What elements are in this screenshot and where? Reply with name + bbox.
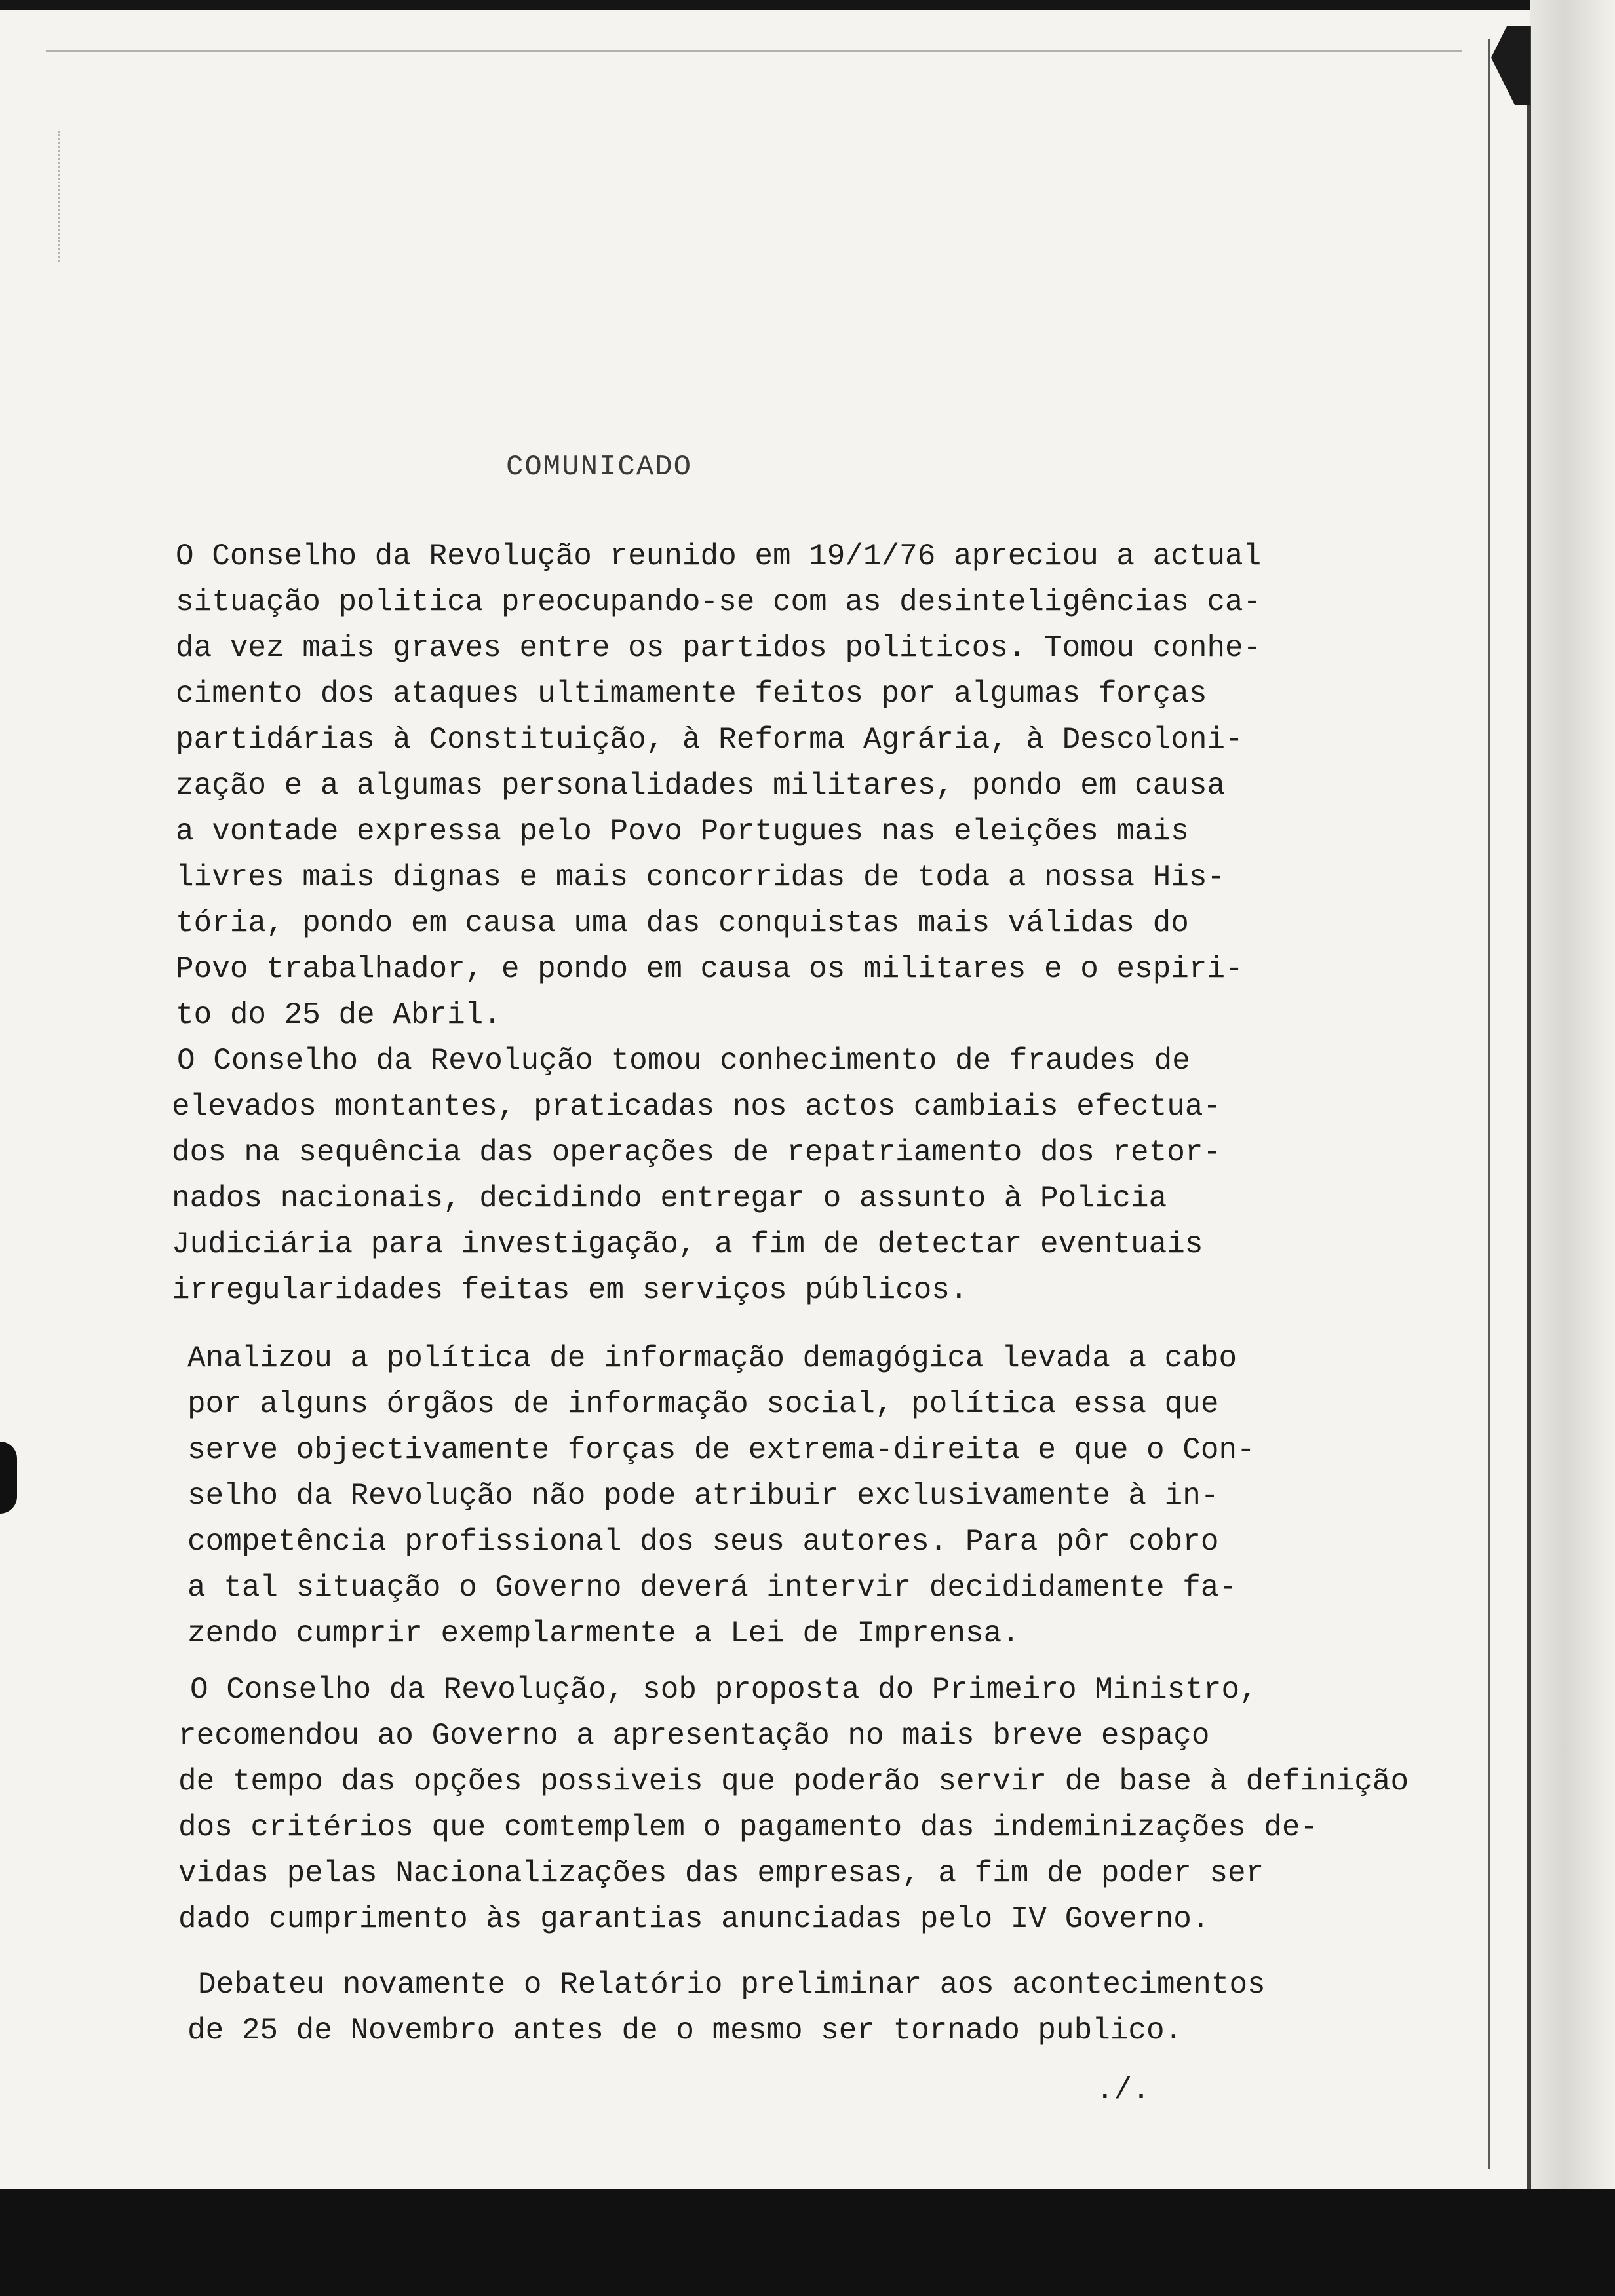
scan-corner-mark <box>1491 26 1530 105</box>
text-line: livres mais dignas e mais concorridas de toda a nossa His- <box>176 860 1226 894</box>
text-line: de 25 de Novembro antes de o mesmo ser tornado publico. <box>187 2014 1183 2048</box>
text-line: dado cumprimento às garantias anunciadas pelo IV Governo. <box>178 1902 1210 1936</box>
text-line: zendo cumprir exemplarmente a Lei de Imprensa. <box>187 1617 1020 1651</box>
scan-left-mark <box>0 1442 17 1514</box>
scan-right-edge <box>1530 0 1615 2296</box>
text-line: Povo trabalhador, e pondo em causa os militares e o espiri- <box>176 952 1243 986</box>
scan-fold-line-outer <box>1527 26 1531 2189</box>
text-line: to do 25 de Abril. <box>176 998 501 1032</box>
text-line: tória, pondo em causa uma das conquistas mais válidas do <box>176 906 1189 940</box>
text-line: cimento dos ataques ultimamente feitos por algumas forças <box>176 677 1207 711</box>
text-line: por alguns órgãos de informação social, política essa que <box>187 1387 1219 1421</box>
text-line: nados nacionais, decidindo entregar o assunto à Policia <box>172 1181 1167 1215</box>
scan-left-ticks <box>58 131 62 262</box>
text-line: O Conselho da Revolução reunido em 19/1/76 apreciou a actual <box>176 539 1262 573</box>
text-line: serve objectivamente forças de extrema-direita e que o Con- <box>187 1433 1255 1467</box>
text-line: dos critérios que comtemplem o pagamento das indeminizações de- <box>178 1810 1319 1845</box>
scan-bottom-border <box>0 2189 1615 2296</box>
continuation-mark: ./. <box>1096 2073 1150 2107</box>
text-line: Debateu novamente o Relatório preliminar aos acontecimentos <box>198 1968 1266 2002</box>
text-line: selho da Revolução não pode atribuir exclusivamente à in- <box>187 1479 1219 1513</box>
text-line: elevados montantes, praticadas nos actos cambiais efectua- <box>172 1090 1222 1124</box>
text-line: de tempo das opções possiveis que poderão servir de base à definição <box>178 1765 1409 1799</box>
scan-top-border <box>0 0 1615 10</box>
text-line: O Conselho da Revolução, sob proposta do Primeiro Ministro, <box>190 1673 1258 1707</box>
text-line: zação e a algumas personalidades militares, pondo em causa <box>176 769 1226 803</box>
text-line: vidas pelas Nacionalizações das empresas, a fim de poder ser <box>178 1856 1264 1890</box>
text-line: dos na sequência das operações de repatriamento dos retor- <box>172 1136 1222 1170</box>
text-line: Analizou a política de informação demagógica levada a cabo <box>187 1341 1237 1375</box>
text-line: O Conselho da Revolução tomou conhecimento de fraudes de <box>177 1044 1190 1078</box>
text-line: situação politica preocupando-se com as desinteligências ca- <box>176 585 1262 619</box>
text-line: da vez mais graves entre os partidos politicos. Tomou conhe- <box>176 631 1262 665</box>
page-title: COMUNICADO <box>506 451 693 484</box>
text-line: Judiciária para investigação, a fim de detectar eventuais <box>172 1227 1203 1261</box>
scan-fold-line <box>1488 39 1490 2169</box>
text-line: partidárias à Constituição, à Reforma Agrária, à Descoloni- <box>176 723 1243 757</box>
text-line: a vontade expressa pelo Povo Portugues nas eleições mais <box>176 814 1189 849</box>
text-line: irregularidades feitas em serviços públicos. <box>172 1273 968 1307</box>
scan-top-rule <box>46 50 1462 52</box>
text-line: competência profissional dos seus autores. Para pôr cobro <box>187 1525 1219 1559</box>
text-line: a tal situação o Governo deverá intervir decididamente fa- <box>187 1571 1237 1605</box>
text-line: recomendou ao Governo a apresentação no mais breve espaço <box>178 1719 1210 1753</box>
